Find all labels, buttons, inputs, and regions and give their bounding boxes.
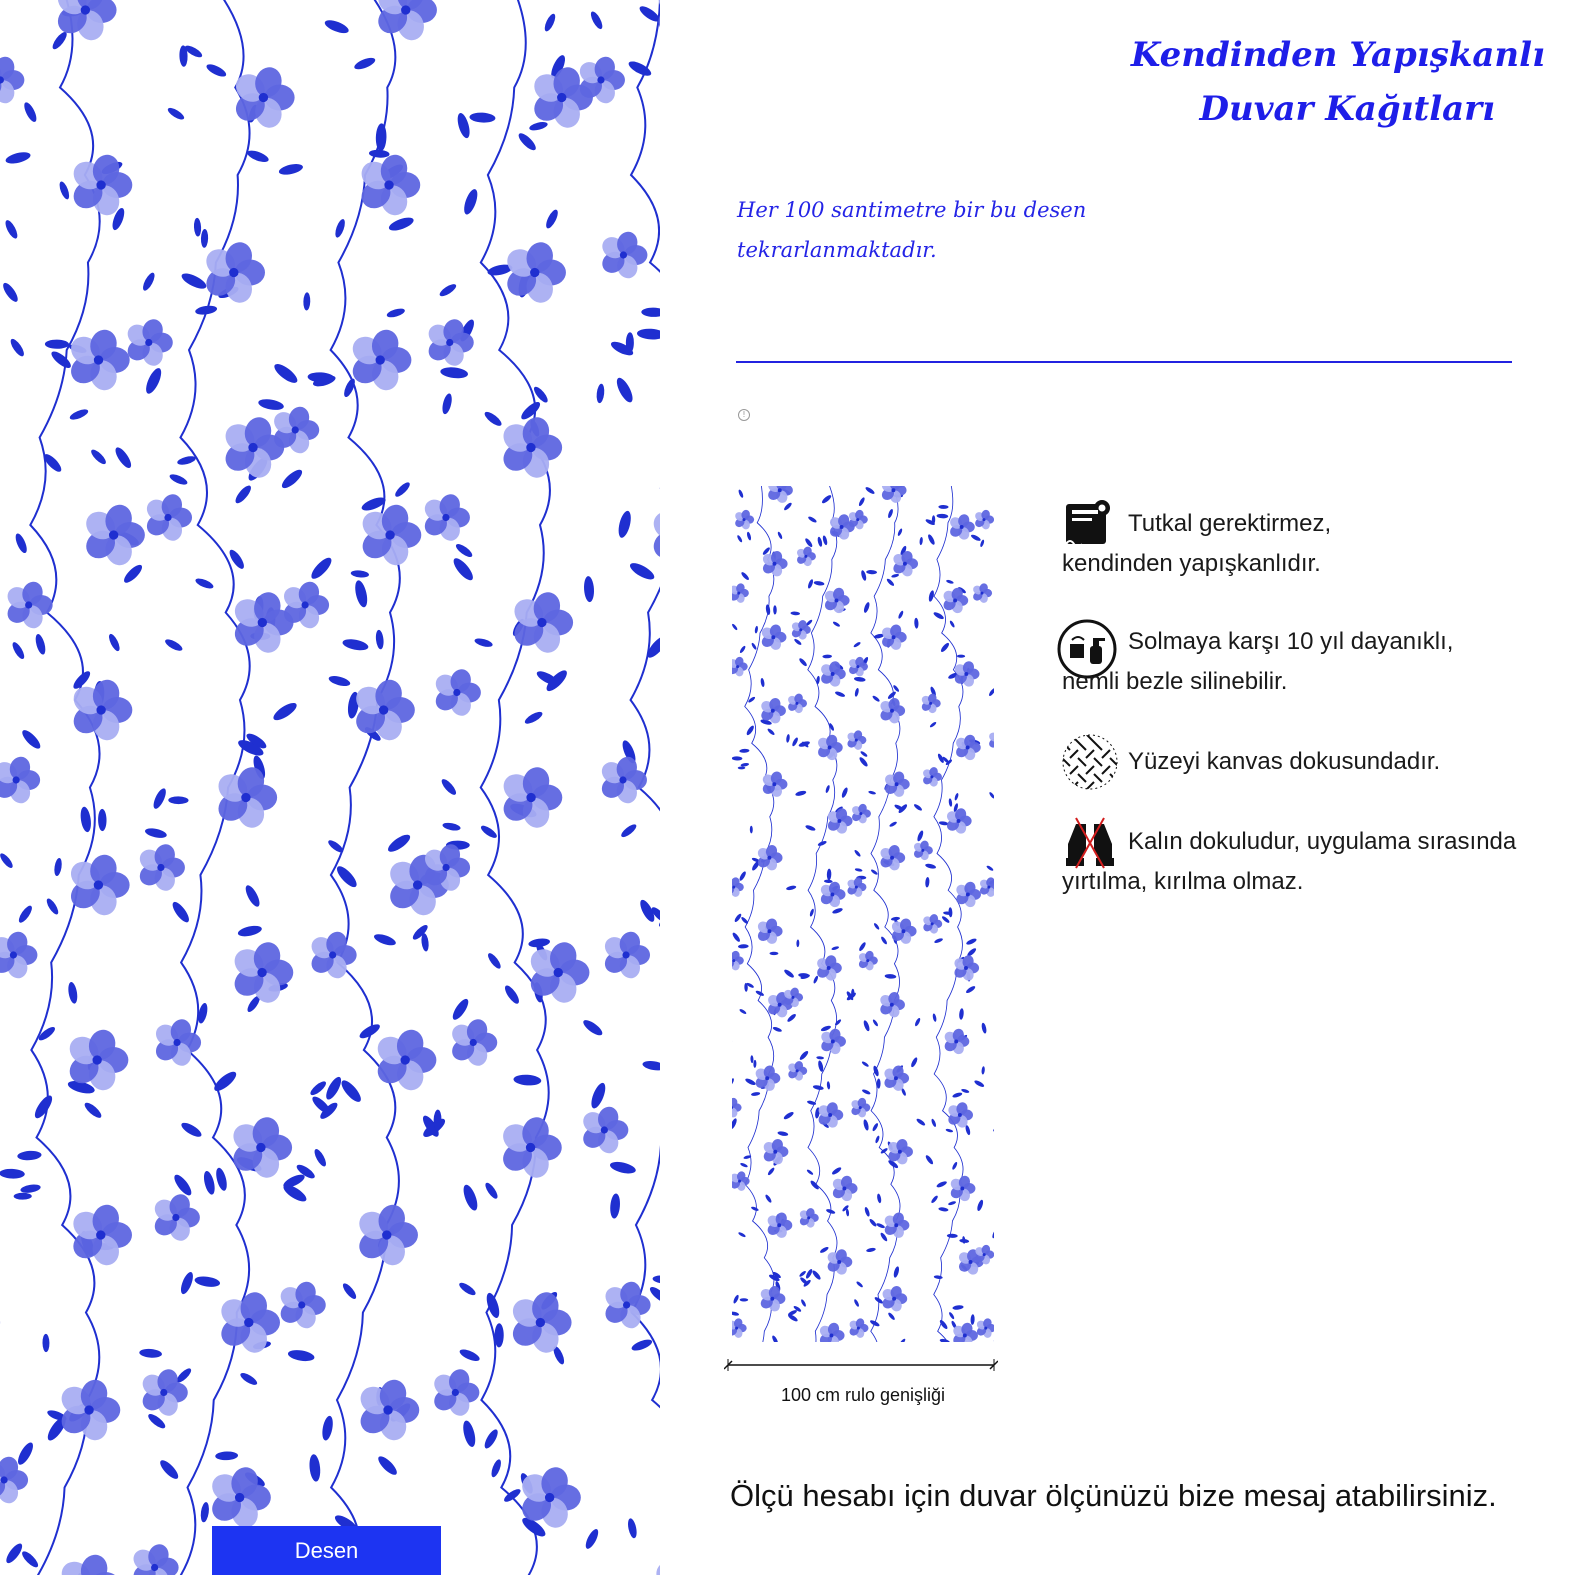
roll-width-dimension-line [724, 1357, 998, 1373]
info-icon: ! [738, 409, 750, 421]
repeat-note-line-1: Her 100 santimetre bir bu desen [737, 198, 1087, 222]
feature-line-1: Solmaya karşı 10 yıl dayanıklı, [1128, 628, 1454, 655]
feature-line-1: Tutkal gerektirmez, [1128, 510, 1332, 537]
pattern-repeat-note [737, 190, 1157, 270]
title-line-1: Kendinden Yapışkanlı [1130, 35, 1545, 75]
measurement-contact-note: Ölçü hesabı için duvar ölçünüzü bize mesaj atabilirsiniz. [730, 1478, 1497, 1513]
title-line-2: Duvar Kağıtları [1199, 89, 1495, 129]
wallpaper-pattern-preview [0, 0, 660, 1575]
divider [736, 361, 1512, 363]
roll-preview [732, 486, 994, 1342]
repeat-note-line-2: tekrarlanmaktadır. [737, 238, 937, 262]
feature-line-2: nemli bezle silinebilir. [1062, 668, 1288, 695]
canvas-texture-icon [1062, 734, 1118, 790]
pattern-tab[interactable]: Desen [212, 1526, 441, 1575]
roll-width-label: 100 cm rulo genişliği [780, 1385, 946, 1405]
feature-line-1: Kalın dokuludur, uygulama sırasında [1128, 828, 1517, 855]
feature-line-1: Yüzeyi kanvas dokusundadır. [1128, 748, 1441, 775]
feature-line-2: kendinden yapışkanlıdır. [1062, 550, 1321, 577]
feature-line-2: yırtılma, kırılma olmaz. [1062, 868, 1304, 895]
page-title [1131, 28, 1545, 136]
